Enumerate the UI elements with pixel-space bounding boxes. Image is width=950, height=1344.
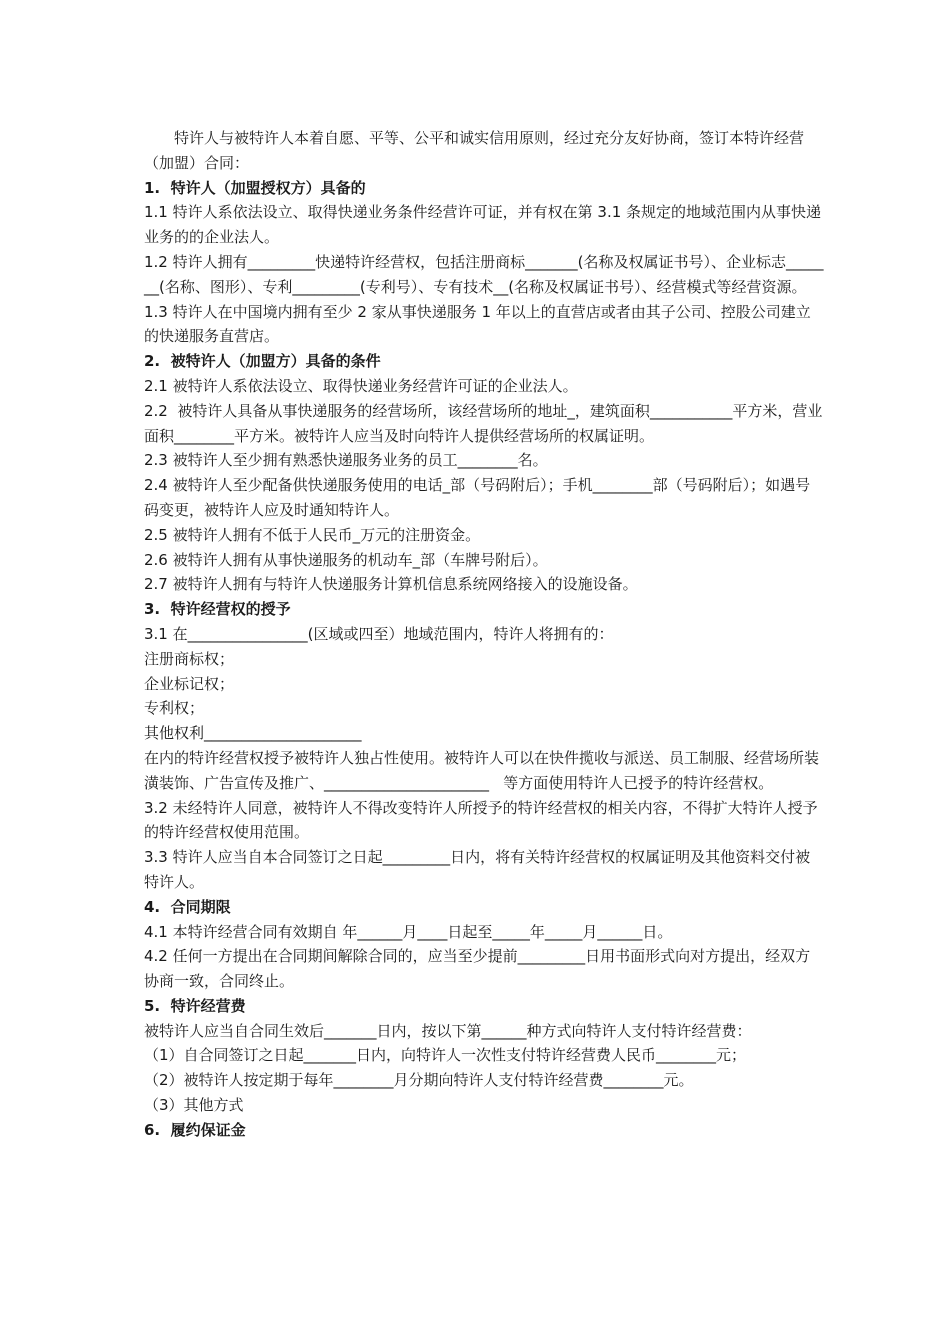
paragraph: 在内的特许经营权授予被特许人独占性使用。被特许人可以在快件揽收与派送、员工制服、经营场所装潢装饰、广告宣传及推广、______________________ 等方面使用特许人已授予的特许经营权。: [144, 748, 820, 792]
section-heading: 6. 履约保证金: [144, 1120, 246, 1139]
paragraph: 被特许人应当自合同生效后_______日内，按以下第______种方式向特许人支付特许经营费：: [144, 1021, 752, 1040]
paragraph: 1.1 特许人系依法设立、取得快递业务条件经营许可证，并有权在第 3.1 条规定的地域范围内从事快递业务的的企业法人。: [144, 203, 822, 247]
paragraph: 2.2 被特许人具备从事快递服务的经营场所，该经营场所的地址_，建筑面积___________平方米，营业面积________平方米。被特许人应当及时向特许人提供经营场所的权属证明。: [144, 401, 823, 445]
section-heading: 4. 合同期限: [144, 897, 231, 916]
paragraph: 2.4 被特许人至少配备供快递服务使用的电话_部（号码附后）；手机________部（号码附后）；如遇号码变更，被特许人应及时通知特许人。: [144, 476, 811, 519]
paragraph: 4.1 本特许经营合同有效期自 年______月____日起至_____年_____月______日。: [144, 922, 673, 941]
paragraph: 1.2 特许人拥有_________快递特许经营权，包括注册商标_______(名称及权属证书号）、企业标志_______(名称、图形）、专利_________(专利号）、专有技术__(名称及权属证书号）、经营模式等经营资源。: [144, 252, 824, 296]
paragraph: 3.1 在________________(区域或四至）地域范围内，特许人将拥有的：: [144, 624, 614, 643]
paragraph: （3）其他方式: [144, 1096, 244, 1115]
paragraph: （1）自合同签订之日起_______日内，向特许人一次性支付特许经营费人民币________元；: [144, 1046, 747, 1065]
section-heading: 3. 特许经营权的授予: [144, 600, 291, 619]
paragraph: 其他权利_____________________: [144, 724, 362, 743]
section-heading: 1. 特许人（加盟授权方）具备的: [144, 178, 366, 197]
paragraph: 专利权；: [144, 699, 205, 718]
paragraph: 2.5 被特许人拥有不低于人民币_万元的注册资金。: [144, 525, 481, 544]
paragraph: 4.2 任何一方提出在合同期间解除合同的，应当至少提前_________日用书面形式向对方提出，经双方协商一致，合同终止。: [144, 947, 811, 991]
paragraph: 3.2 未经特许人同意，被特许人不得改变特许人所授予的特许经营权的相关内容，不得扩大特许人授予的特许经营权使用范围。: [144, 798, 818, 842]
paragraph: 2.3 被特许人至少拥有熟悉快递服务业务的员工________名。: [144, 451, 548, 470]
paragraph: 3.3 特许人应当自本合同签订之日起_________日内，将有关特许经营权的权属证明及其他资料交付被特许人。: [144, 848, 811, 891]
paragraph: （2）被特许人按定期于每年________月分期向特许人支付特许经营费________元。: [144, 1071, 694, 1090]
contract-body: [144, 126, 824, 1143]
paragraph: 企业标记权；: [144, 674, 235, 693]
paragraph: 2.1 被特许人系依法设立、取得快递业务经营许可证的企业法人。: [144, 376, 578, 395]
section-heading: 2. 被特许人（加盟方）具备的条件: [144, 352, 381, 371]
paragraph: 2.6 被特许人拥有从事快递服务的机动车_部（车牌号附后）。: [144, 550, 548, 569]
paragraph: 1.3 特许人在中国境内拥有至少 2 家从事快递服务 1 年以上的直营店或者由其子公司、控股公司建立的快递服务直营店。: [144, 302, 811, 346]
paragraph: 2.7 被特许人拥有与特许人快递服务计算机信息系统网络接入的设施设备。: [144, 575, 638, 594]
section-heading: 5. 特许经营费: [144, 996, 246, 1015]
paragraph: 特许人与被特许人本着自愿、平等、公平和诚实信用原则，经过充分友好协商，签订本特许经营（加盟）合同：: [144, 129, 805, 172]
paragraph: 注册商标权；: [144, 649, 235, 668]
